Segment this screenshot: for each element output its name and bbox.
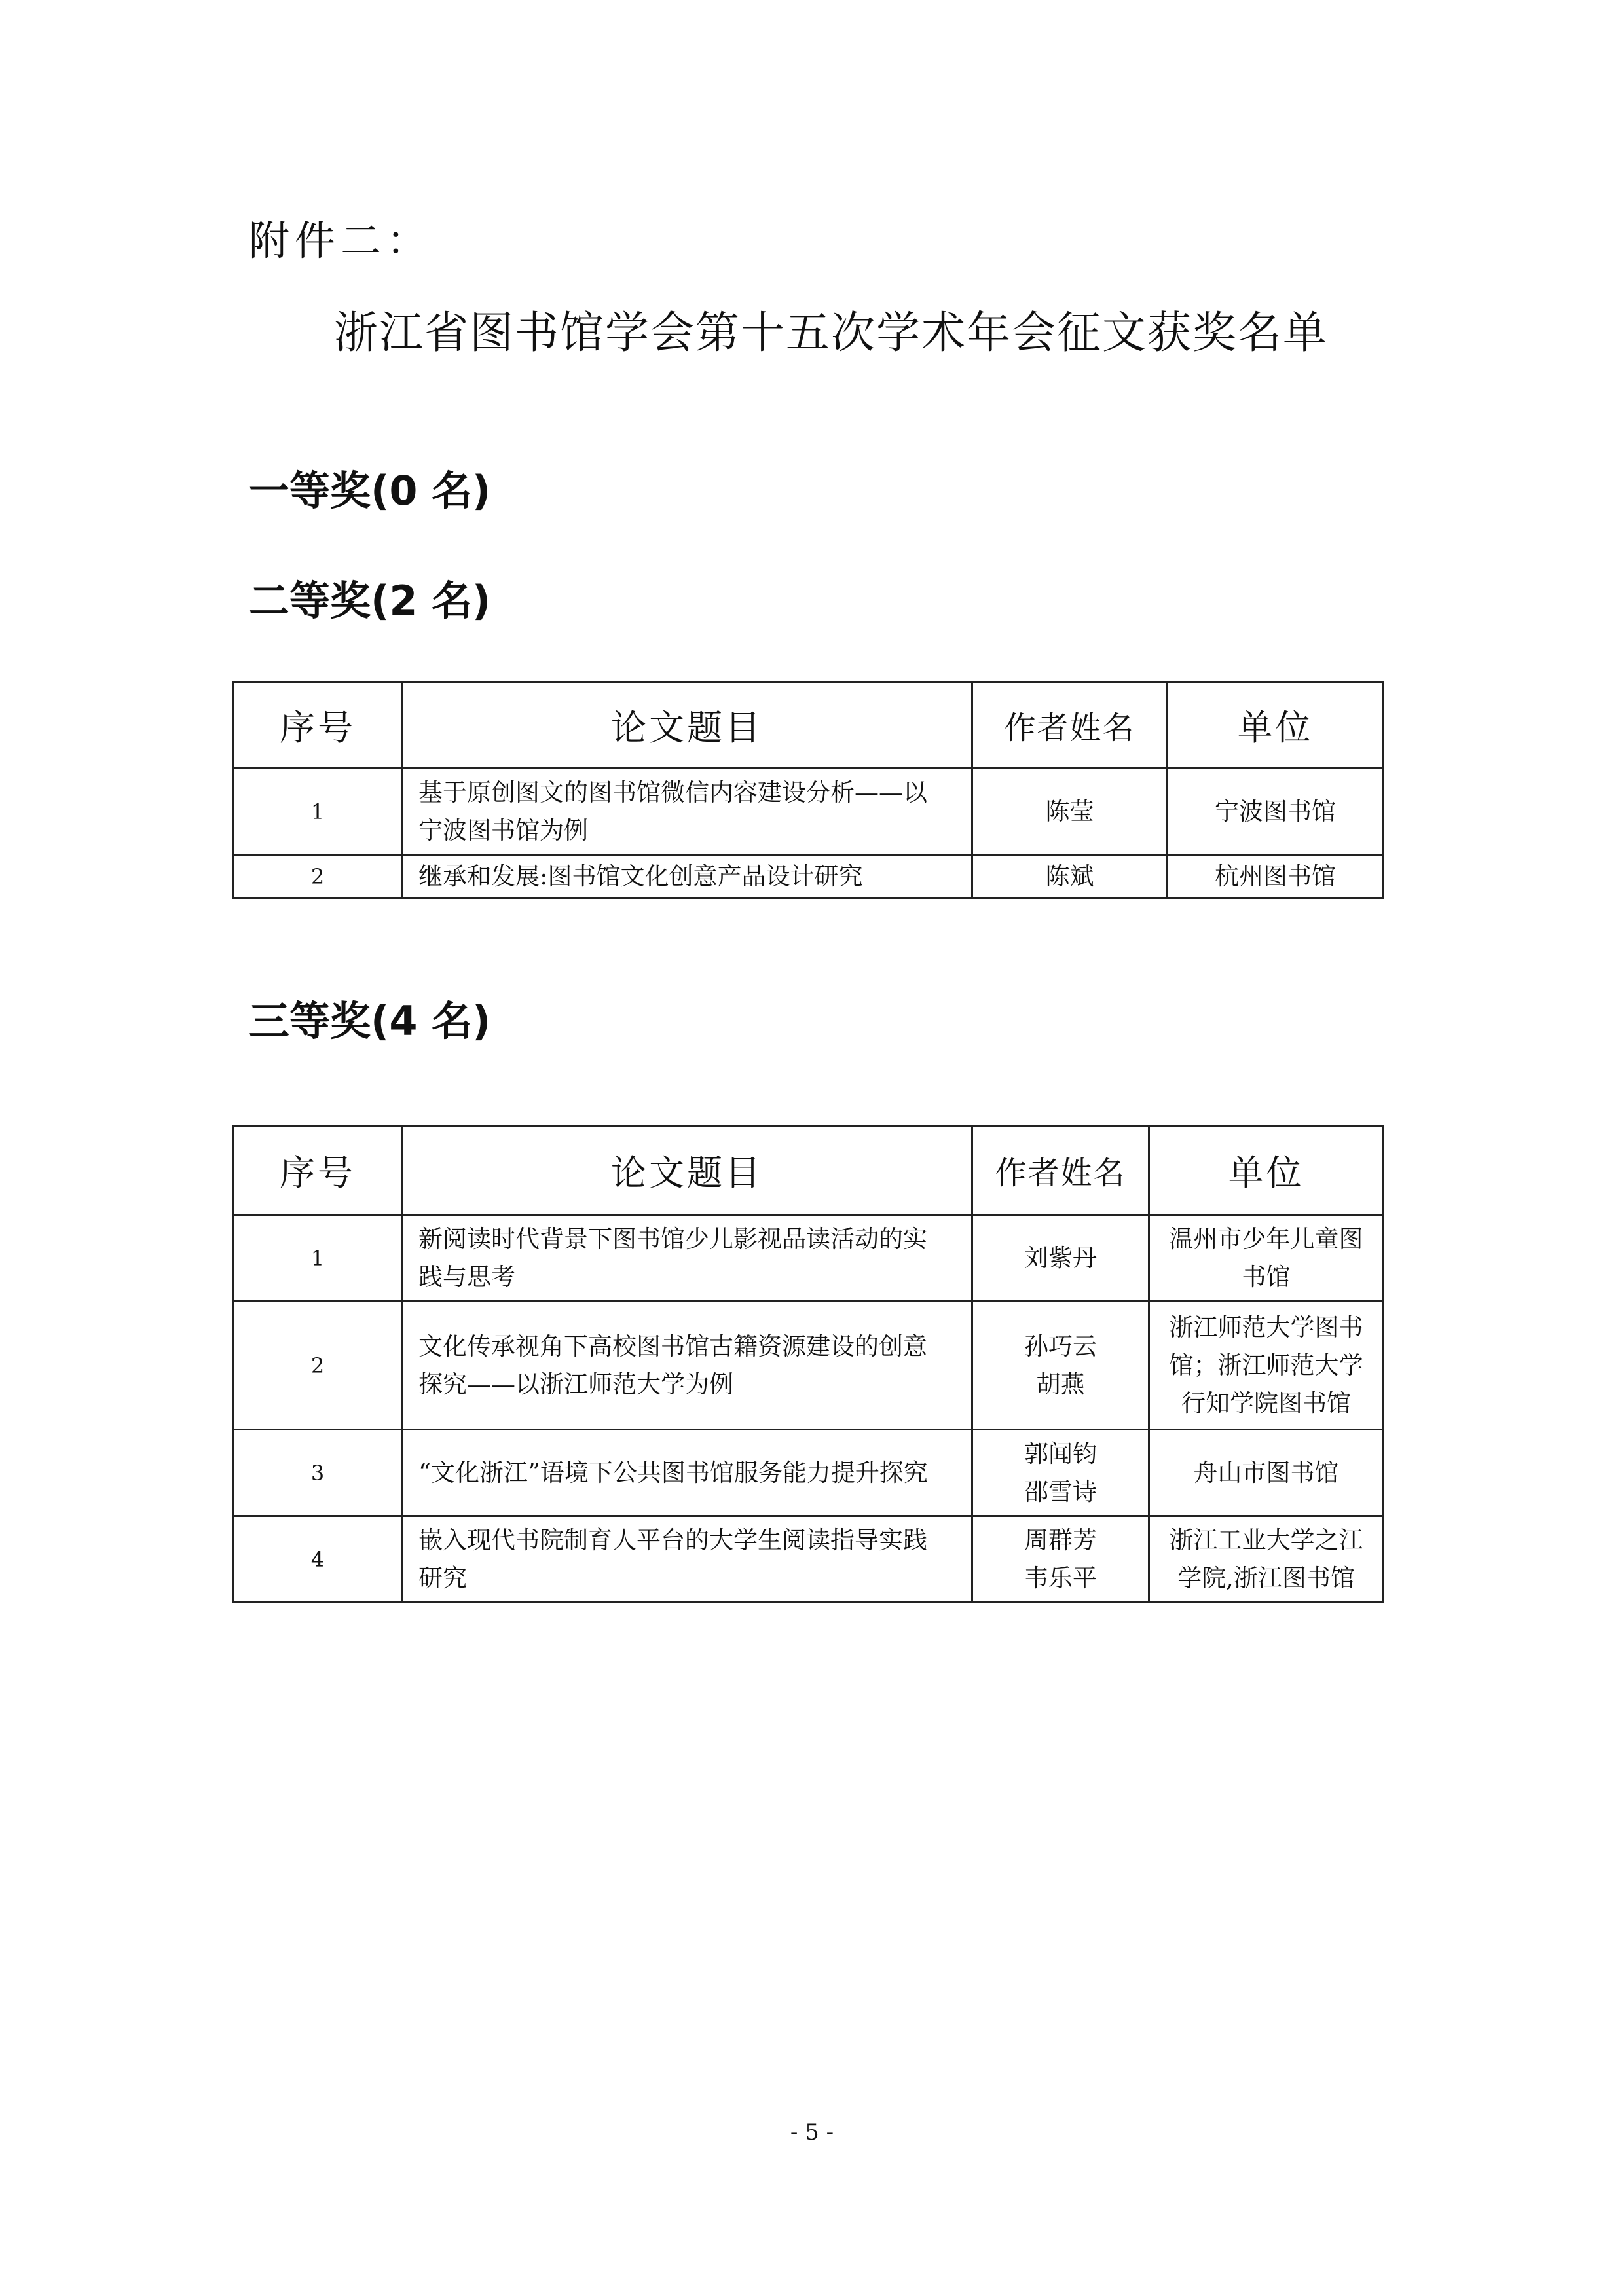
attachment-label: 附件二：: [249, 217, 433, 264]
table-header-row: [234, 682, 1384, 769]
unit-name-cell: [1168, 769, 1384, 855]
paper-title-line: 基于原创图文的图书馆微信内容建设分析——以: [418, 778, 927, 807]
unit-name-line: 行知学院图书馆: [1181, 1389, 1351, 1417]
paper-title-cell: [402, 1430, 972, 1516]
header-unit: 单位: [1149, 1126, 1384, 1215]
author-name-cell: [972, 1430, 1149, 1516]
first-prize-heading: 一等奖(0 名): [249, 467, 491, 515]
unit-name-cell: [1149, 1516, 1384, 1603]
paper-title-line: 新阅读时代背景下图书馆少儿影视品读活动的实: [418, 1224, 927, 1253]
third-prize-table: [232, 1125, 1384, 1603]
paper-title-cell: [402, 855, 972, 898]
table-row: [234, 1516, 1384, 1603]
header-author: 作者姓名: [972, 1126, 1149, 1215]
unit-name-line: 书馆: [1242, 1262, 1291, 1291]
author-name-line: 陈莹: [1045, 797, 1094, 826]
table-row: [234, 769, 1384, 855]
header-author: 作者姓名: [972, 682, 1168, 769]
unit-name-cell: [1149, 1430, 1384, 1516]
paper-title-line: 践与思考: [418, 1262, 515, 1291]
unit-name-cell: [1149, 1302, 1384, 1430]
author-name-cell: [972, 769, 1168, 855]
author-name-line: 邵雪诗: [1024, 1477, 1097, 1506]
paper-title-cell: [402, 769, 972, 855]
row-number: 2: [234, 1302, 402, 1430]
author-name-line: 韦乐平: [1024, 1563, 1097, 1592]
second-prize-heading: 二等奖(2 名): [249, 577, 491, 625]
unit-name-line: 浙江工业大学之江: [1169, 1525, 1363, 1554]
second-prize-table: [232, 681, 1384, 899]
page-number: - 5 -: [790, 2119, 834, 2145]
author-name-line: 陈斌: [1045, 862, 1094, 890]
author-name-cell: [972, 1516, 1149, 1603]
author-name-line: 周群芳: [1024, 1525, 1097, 1554]
unit-name-line: 馆；浙江师范大学: [1169, 1351, 1363, 1379]
unit-name-line: 杭州图书馆: [1215, 862, 1336, 890]
row-number: 4: [234, 1516, 402, 1603]
header-title: 论文题目: [402, 1126, 972, 1215]
author-name-cell: [972, 855, 1168, 898]
unit-name-cell: [1149, 1215, 1384, 1302]
unit-name-line: 学院,浙江图书馆: [1177, 1563, 1355, 1592]
author-name-cell: [972, 1302, 1149, 1430]
header-num: 序号: [234, 1126, 402, 1215]
table-row: [234, 1215, 1384, 1302]
paper-title-line: 文化传承视角下高校图书馆古籍资源建设的创意: [418, 1332, 927, 1360]
unit-name-line: 浙江师范大学图书: [1169, 1313, 1363, 1341]
header-num: 序号: [234, 682, 402, 769]
row-number: 3: [234, 1430, 402, 1516]
table-row: [234, 855, 1384, 898]
paper-title-line: 宁波图书馆为例: [418, 816, 588, 845]
paper-title-line: 探究——以浙江师范大学为例: [418, 1370, 733, 1398]
document-title: 浙江省图书馆学会第十五次学术年会征文获奖名单: [334, 307, 1328, 358]
row-number: 1: [234, 769, 402, 855]
table-row: [234, 1430, 1384, 1516]
row-number: 2: [234, 855, 402, 898]
unit-name-line: 温州市少年儿童图: [1169, 1224, 1363, 1253]
author-name-line: 郭闻钧: [1024, 1439, 1097, 1468]
author-name-line: 刘紫丹: [1024, 1243, 1097, 1272]
paper-title-cell: [402, 1302, 972, 1430]
paper-title-line: 研究: [418, 1563, 467, 1592]
unit-name-cell: [1168, 855, 1384, 898]
header-unit: 单位: [1168, 682, 1384, 769]
third-prize-heading: 三等奖(4 名): [249, 997, 491, 1045]
paper-title-cell: [402, 1215, 972, 1302]
paper-title-line: 嵌入现代书院制育人平台的大学生阅读指导实践: [418, 1525, 927, 1554]
author-name-cell: [972, 1215, 1149, 1302]
header-title: 论文题目: [402, 682, 972, 769]
row-number: 1: [234, 1215, 402, 1302]
unit-name-line: 宁波图书馆: [1215, 797, 1336, 826]
paper-title-cell: [402, 1516, 972, 1603]
table-row: [234, 1302, 1384, 1430]
unit-name-line: 舟山市图书馆: [1193, 1458, 1339, 1487]
table-header-row: [234, 1126, 1384, 1215]
author-name-line: 孙巧云: [1024, 1332, 1097, 1360]
paper-title-line: “文化浙江”语境下公共图书馆服务能力提升探究: [418, 1458, 928, 1487]
paper-title-line: 继承和发展:图书馆文化创意产品设计研究: [418, 862, 863, 890]
author-name-line: 胡燕: [1036, 1370, 1085, 1398]
